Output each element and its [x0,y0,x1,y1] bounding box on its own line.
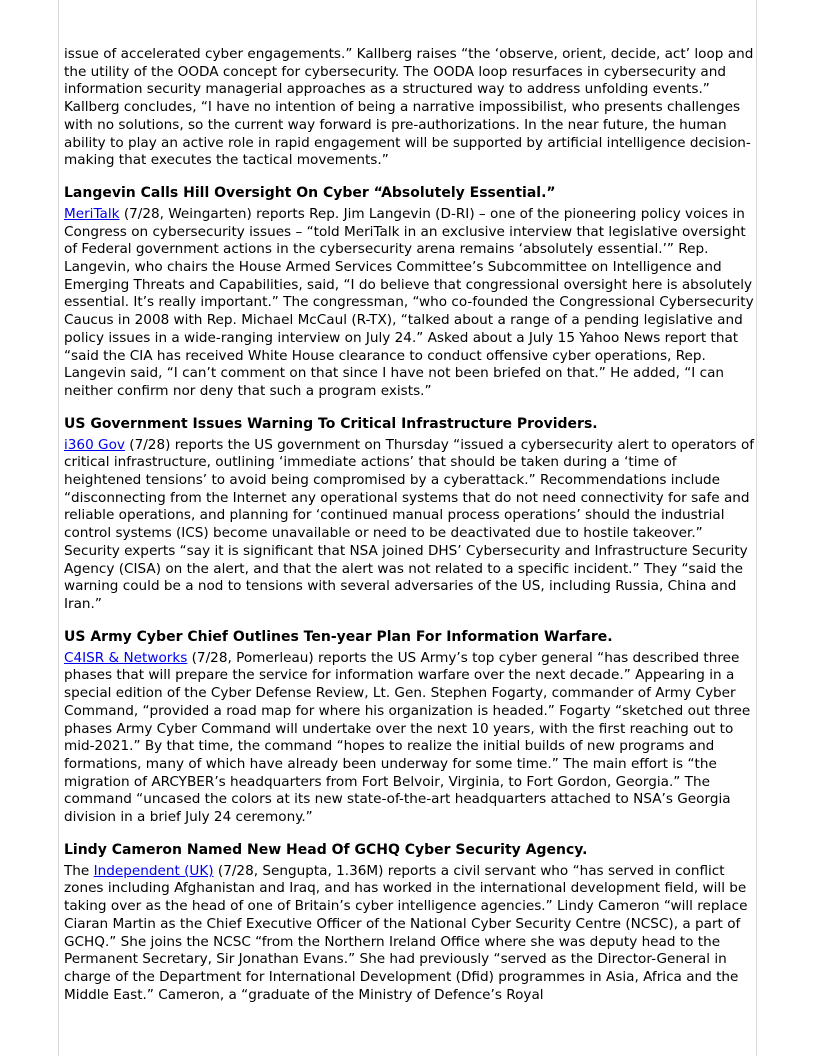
source-link-meritalk[interactable]: MeriTalk [64,205,120,222]
article-body [64,863,756,1005]
article-headline: US Army Cyber Chief Outlines Ten-year Plan For Information Warfare. [64,628,613,645]
article [64,184,756,401]
article-text: (7/28, Pomerleau) reports the US Army’s top cyber general “has described three phases that will prepare the service for information warfare over the next decade.” Appearing in a special edition of the Cyber Defense Review, Lt. Gen. Stephen Fogarty, commander of Army Cyber Command, “provided a road map for where his organization is headed.” Fogarty “sketched out three phases Army Cyber Command will undertake over the next 10 years, with the first reaching out to mid-2021.” By that time, the command “hopes to realize the initial builds of new programs and formations, many of which have already been underway for some time.” The main effort is “the migration of ARCYBER’s headquarters from Fort Belvoir, Virginia, to Fort Gordon, Georgia.” The command “uncased the colors at its new state-of-the-art headquarters attached to NSA’s Georgia division in a brief July 24 ceremony.” [64,649,751,826]
article-text: (7/28) reports the US government on Thursday “issued a cybersecurity alert to operators of critical infrastructure, outlining ‘immediate actions’ that should be taken during a ‘time of heightened tensions’ to avoid being compromised by a cyberattack.” Recommendations include “disconnecting from the Internet any operational systems that do not need connectivity for safe and reliable operations, and planning for ‘continued manual process operations’ should the industrial control systems (ICS) become unavailable or need to be deactivated due to hostile takeover.” Security experts “say it is significant that NSA joined DHS’ Cybersecurity and Infrastructure Security Agency (CISA) on the alert, and that the alert was not related to a specific incident.” They “said the warning could be a nod to tensions with several adversaries of the US, including Russia, China and Iran.” [64,436,755,612]
article-body [64,206,756,401]
article-text: (7/28, Weingarten) reports Rep. Jim Langevin (D-RI) – one of the pioneering policy voices in Congress on cybersecurity issues – “told MeriTalk in an exclusive interview that legislative oversight of Federal government actions in the cybersecurity arena remains ‘absolutely essential.’” Rep. Langevin, who chairs the House Armed Services Committee’s Subcommittee on Intelligence and Emerging Threats and Capabilities, said, “I do believe that congressional oversight here is absolutely essential. It’s really important.” The congressman, “who co-founded the Congressional Cybersecurity Caucus in 2008 with Rep. Michael McCaul (R-TX), “talked about a range of a pending legislative and policy issues in a wide-ranging interview on July 24.” Asked about a July 15 Yahoo News report that “said the CIA has received White House clearance to conduct offensive cyber operations, Rep. Langevin said, “I can’t comment on that since I have not been briefed on that.” He added, “I can neither confirm nor deny that such a program exists.” [64,205,754,399]
article [64,415,756,614]
document-body [64,46,756,1004]
article-body [64,650,756,827]
article [64,841,756,1005]
source-link-independent-uk[interactable]: Independent (UK) [93,862,214,879]
article-text: (7/28, Sengupta, 1.36M) reports a civil servant who “has served in conflict zones including Afghanistan and Iraq, and has worked in the international development field, will be taking over as the head of one of Britain’s cyber intelligence agencies.” Lindy Cameron “will replace Ciaran Martin as the Chief Executive Officer of the National Cyber Security Centre (NCSC), a part of GCHQ.” She joins the NCSC “from the Northern Ireland Office where she was deputy head to the Permanent Secretary, Sir Jonathan Evans.” She had previously “served as the Director-General in charge of the Department for International Development (Dfid) programmes in Asia, Africa and the Middle East.” Cameron, a “graduate of the Ministry of Defence’s Royal [64,862,748,1003]
article-headline: US Government Issues Warning To Critical Infrastructure Providers. [64,415,598,432]
source-link-c4isr-networks[interactable]: C4ISR & Networks [64,649,188,666]
article [64,628,756,827]
article-headline: Langevin Calls Hill Oversight On Cyber “Absolutely Essential.” [64,184,556,201]
intro-paragraph: issue of accelerated cyber engagements.” Kallberg raises “the ‘observe, orient, decide, act’ loop and the utility of the OODA concept for cybersecurity. The OODA loop resurfaces in cybersecurity and information security managerial approaches as a structured way to address unfolding events.” Kallberg concludes, “I have no intention of being a narrative impossibilist, who presents challenges with no solutions, so the current way forward is pre-authorizations. In the near future, the human ability to play an active role in rapid engagement will be supported by artificial intelligence decision-making that executes the tactical movements.” [64,46,754,169]
article-body [64,437,756,614]
source-prefix: The [64,862,94,879]
source-link-i360-gov[interactable]: i360 Gov [64,436,125,453]
article-headline: Lindy Cameron Named New Head Of GCHQ Cyber Security Agency. [64,841,588,858]
